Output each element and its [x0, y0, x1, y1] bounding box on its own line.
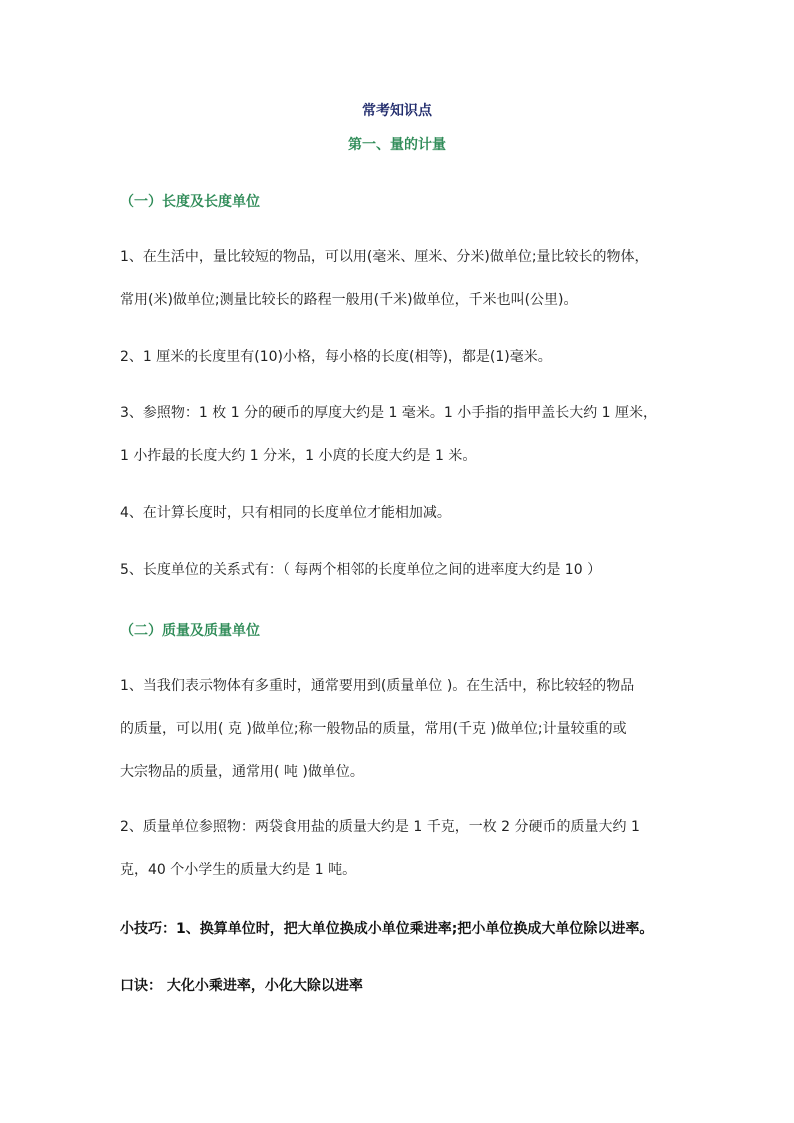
- paragraph-mass-1: [120, 665, 690, 794]
- paragraph-line: 4、在计算长度时，只有相同的长度单位才能相加减。: [120, 505, 451, 521]
- page-subtitle: 第一、量的计量: [348, 137, 446, 153]
- paragraph-mass-2: [120, 806, 690, 892]
- paragraph-line: 大宗物品的质量，通常用( 吨 )做单位。: [120, 764, 364, 780]
- paragraph-line: 的质量，可以用( 克 )做单位;称一般物品的质量，常用(千克 )做单位;计量较重的或: [120, 721, 627, 737]
- paragraph-length-4: [120, 492, 690, 535]
- page-title: 常考知识点: [362, 103, 432, 119]
- tip-conversion: 小技巧：1、换算单位时，把大单位换成小单位乘进率;把小单位换成大单位除以进率。: [120, 921, 654, 937]
- paragraph-line: 常用(米)做单位;测量比较长的路程一般用(千米)做单位，千米也叫(公里)。: [120, 292, 578, 308]
- paragraph-line: 1、在生活中，量比较短的物品，可以用(毫米、厘米、分米)做单位;量比较长的物体，: [120, 249, 649, 265]
- paragraph-length-1: [120, 236, 690, 322]
- paragraph-line: 2、1 厘米的长度里有(10)小格，每小格的长度(相等)，都是(1)毫米。: [120, 349, 552, 365]
- section-heading-mass: （二）质量及质量单位: [120, 623, 260, 639]
- paragraph-length-5: [120, 549, 690, 592]
- paragraph-line: 3、参照物：1 枚 1 分的硬币的厚度大约是 1 毫米。1 小手指的指甲盖长大约 1 厘米，: [120, 405, 658, 421]
- tip-mnemonic: 口诀： 大化小乘进率，小化大除以进率: [120, 978, 363, 994]
- paragraph-length-3: [120, 392, 690, 478]
- paragraph-line: 克，40 个小学生的质量大约是 1 吨。: [120, 862, 357, 878]
- paragraph-length-2: [120, 336, 690, 379]
- paragraph-line: 2、质量单位参照物：两袋食用盐的质量大约是 1 千克，一枚 2 分硬币的质量大约 1: [120, 819, 640, 835]
- paragraph-line: 1 小拃最的长度大约 1 分米，1 小庹的长度大约是 1 米。: [120, 448, 477, 464]
- section-heading-length: （一）长度及长度单位: [120, 194, 260, 210]
- paragraph-line: 1、当我们表示物体有多重时，通常要用到(质量单位 )。在生活中，称比较轻的物品: [120, 678, 635, 694]
- paragraph-line: 5、长度单位的关系式有：（ 每两个相邻的长度单位之间的进率度大约是 10 ）: [120, 562, 602, 578]
